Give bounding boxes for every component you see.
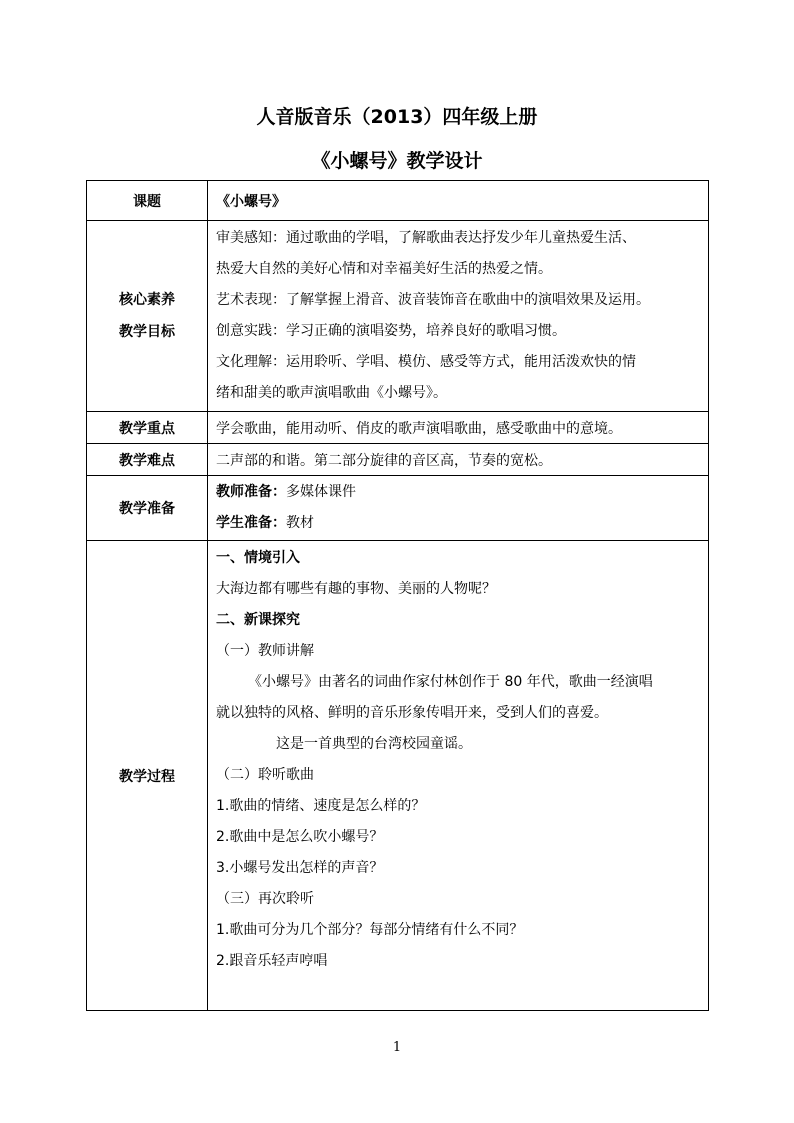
goals-line: 热爱大自然的美好心情和对幸福美好生活的热爱之情。: [216, 261, 552, 277]
topic-row: [87, 181, 709, 221]
goals-line: 文化理解：运用聆听、学唱、模仿、感受等方式，能用活泼欢快的情: [216, 354, 636, 370]
lesson-plan-table: [86, 180, 709, 1011]
process-content: [208, 541, 709, 1011]
student-preparation: [216, 508, 708, 539]
goals-line: 创意实践：学习正确的演唱姿势，培养良好的歌唱习惯。: [216, 323, 566, 339]
process-line: 就以独特的风格、鲜明的音乐形象传唱开来，受到人们的喜爱。: [216, 705, 608, 721]
preparation-content: [208, 476, 709, 541]
student-preparation-label: 学生准备：: [216, 515, 286, 531]
difficulties-label: 教学难点: [87, 444, 208, 476]
page-number: 1: [392, 1040, 402, 1055]
difficulties-row: [87, 444, 709, 476]
goals-row: [87, 221, 709, 412]
subsection-heading: （一）教师讲解: [216, 643, 314, 659]
process-row: [87, 541, 709, 1011]
subsection-heading: （三）再次聆听: [216, 891, 314, 907]
teacher-preparation-value: 多媒体课件: [286, 484, 356, 500]
teacher-preparation: [216, 477, 708, 508]
process-line: 1.歌曲可分为几个部分？每部分情绪有什么不同？: [216, 922, 524, 938]
process-line: 大海边都有哪些有趣的事物、美丽的人物呢？: [216, 581, 496, 597]
topic-value: 《小螺号》: [208, 181, 709, 221]
preparation-row: [87, 476, 709, 541]
goals-content: [208, 221, 709, 412]
goals-label-line: 核心素养: [119, 292, 175, 308]
process-label: 教学过程: [87, 541, 208, 1011]
goals-line: 艺术表现：了解掌握上滑音、波音装饰音在歌曲中的演唱效果及运用。: [216, 292, 650, 308]
goals-line: 绪和甜美的歌声演唱歌曲《小螺号》。: [216, 385, 447, 401]
section-heading: 二、新课探究: [216, 612, 300, 628]
key-points-row: [87, 412, 709, 444]
teacher-preparation-label: 教师准备：: [216, 484, 286, 500]
process-line: 1.歌曲的情绪、速度是怎么样的？: [216, 798, 426, 814]
document-title: 人音版音乐（2013）四年级上册: [256, 106, 538, 128]
subsection-heading: （二）聆听歌曲: [216, 767, 314, 783]
difficulties-value: 二声部的和谐。第二部分旋律的音区高，节奏的宽松。: [208, 444, 709, 476]
goals-label: [87, 221, 208, 412]
process-line: 《小螺号》由著名的词曲作家付林创作于 80 年代，歌曲一经演唱: [248, 674, 653, 690]
goals-label-line: 教学目标: [119, 324, 175, 340]
document-subtitle: 《小螺号》教学设计: [311, 150, 483, 172]
process-line: 2.歌曲中是怎么吹小螺号？: [216, 829, 384, 845]
process-line: 2.跟音乐轻声哼唱: [216, 953, 328, 969]
key-points-label: 教学重点: [87, 412, 208, 444]
section-heading: 一、情境引入: [216, 550, 300, 566]
goals-line: 审美感知：通过歌曲的学唱，了解歌曲表达抒发少年儿童热爱生活、: [216, 230, 636, 246]
process-line: 这是一首典型的台湾校园童谣。: [276, 736, 472, 752]
key-points-value: 学会歌曲，能用动听、俏皮的歌声演唱歌曲，感受歌曲中的意境。: [208, 412, 709, 444]
process-line: 3.小螺号发出怎样的声音？: [216, 860, 384, 876]
preparation-label: 教学准备: [87, 476, 208, 541]
student-preparation-value: 教材: [286, 515, 314, 531]
topic-label: 课题: [87, 181, 208, 221]
